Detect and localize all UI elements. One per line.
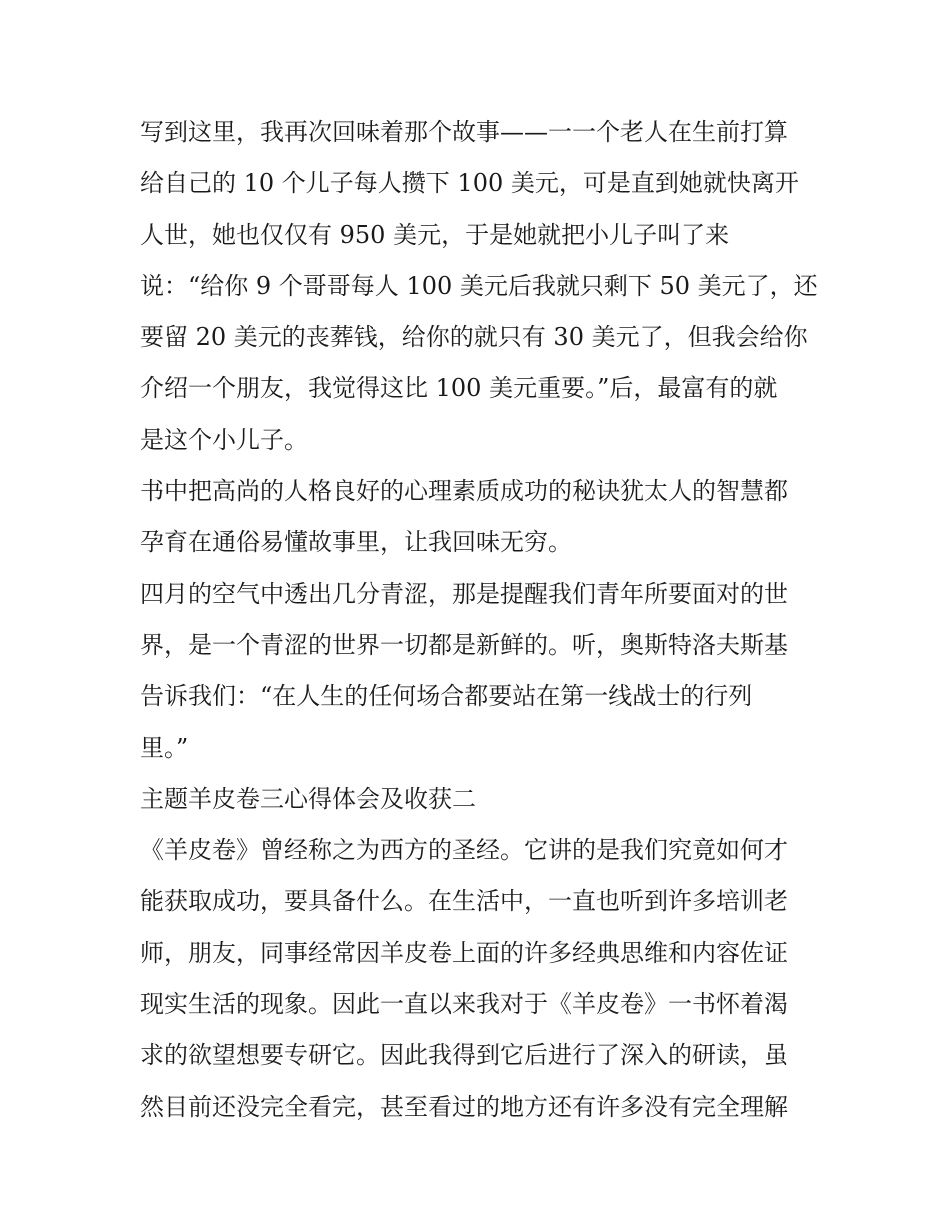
text-line: 能获取成功，要具备什么。在生活中，一直也听到许多培训老: [140, 887, 788, 916]
text-line: 写到这里，我再次回味着那个故事——一一个老人在生前打算: [140, 118, 788, 146]
text-line: 要留 20 美元的丧葬钱，给你的就只有 30 美元了，但我会给你: [140, 323, 808, 352]
text-line: 人世，她也仅仅有 950 美元，于是她就把小儿子叫了来: [140, 220, 730, 249]
text-line: 介绍一个朋友，我觉得这比 100 美元重要。”后，最富有的就: [140, 374, 778, 403]
text-line: 告诉我们：“在人生的任何场合都要站在第一线战士的行列: [140, 682, 753, 711]
text-line: 《羊皮卷》曾经称之为西方的圣经。它讲的是我们究竟如何才: [140, 836, 788, 865]
text-line: 界，是一个青涩的世界一切都是新鲜的。听，奥斯特洛夫斯基: [140, 630, 788, 659]
section-heading: 主题羊皮卷三心得体会及收获二: [140, 784, 476, 813]
text-line: 说：“给你 9 个哥哥每人 100 美元后我就只剩下 50 美元了，还: [140, 271, 818, 300]
text-line: 师，朋友，同事经常因羊皮卷上面的许多经典思维和内容佐证: [140, 938, 788, 967]
text-line: 书中把高尚的人格良好的心理素质成功的秘诀犹太人的智慧都: [140, 477, 788, 506]
text-line: 是这个小儿子。: [140, 425, 308, 454]
text-line: 里。”: [140, 733, 189, 762]
document-body: [140, 107, 840, 1133]
text-line: 现实生活的现象。因此一直以来我对于《羊皮卷》一书怀着渴: [140, 990, 788, 1019]
text-line: 然目前还没完全看完，甚至看过的地方还有许多没有完全理解: [140, 1092, 788, 1121]
text-line: 给自己的 10 个儿子每人攒下 100 美元，可是直到她就快离开: [140, 169, 799, 198]
text-line: 四月的空气中透出几分青涩，那是提醒我们青年所要面对的世: [140, 579, 788, 608]
text-line: 孕育在通俗易懂故事里，让我回味无穷。: [140, 528, 572, 557]
text-line: 求的欲望想要专研它。因此我得到它后进行了深入的研读，虽: [140, 1041, 788, 1070]
